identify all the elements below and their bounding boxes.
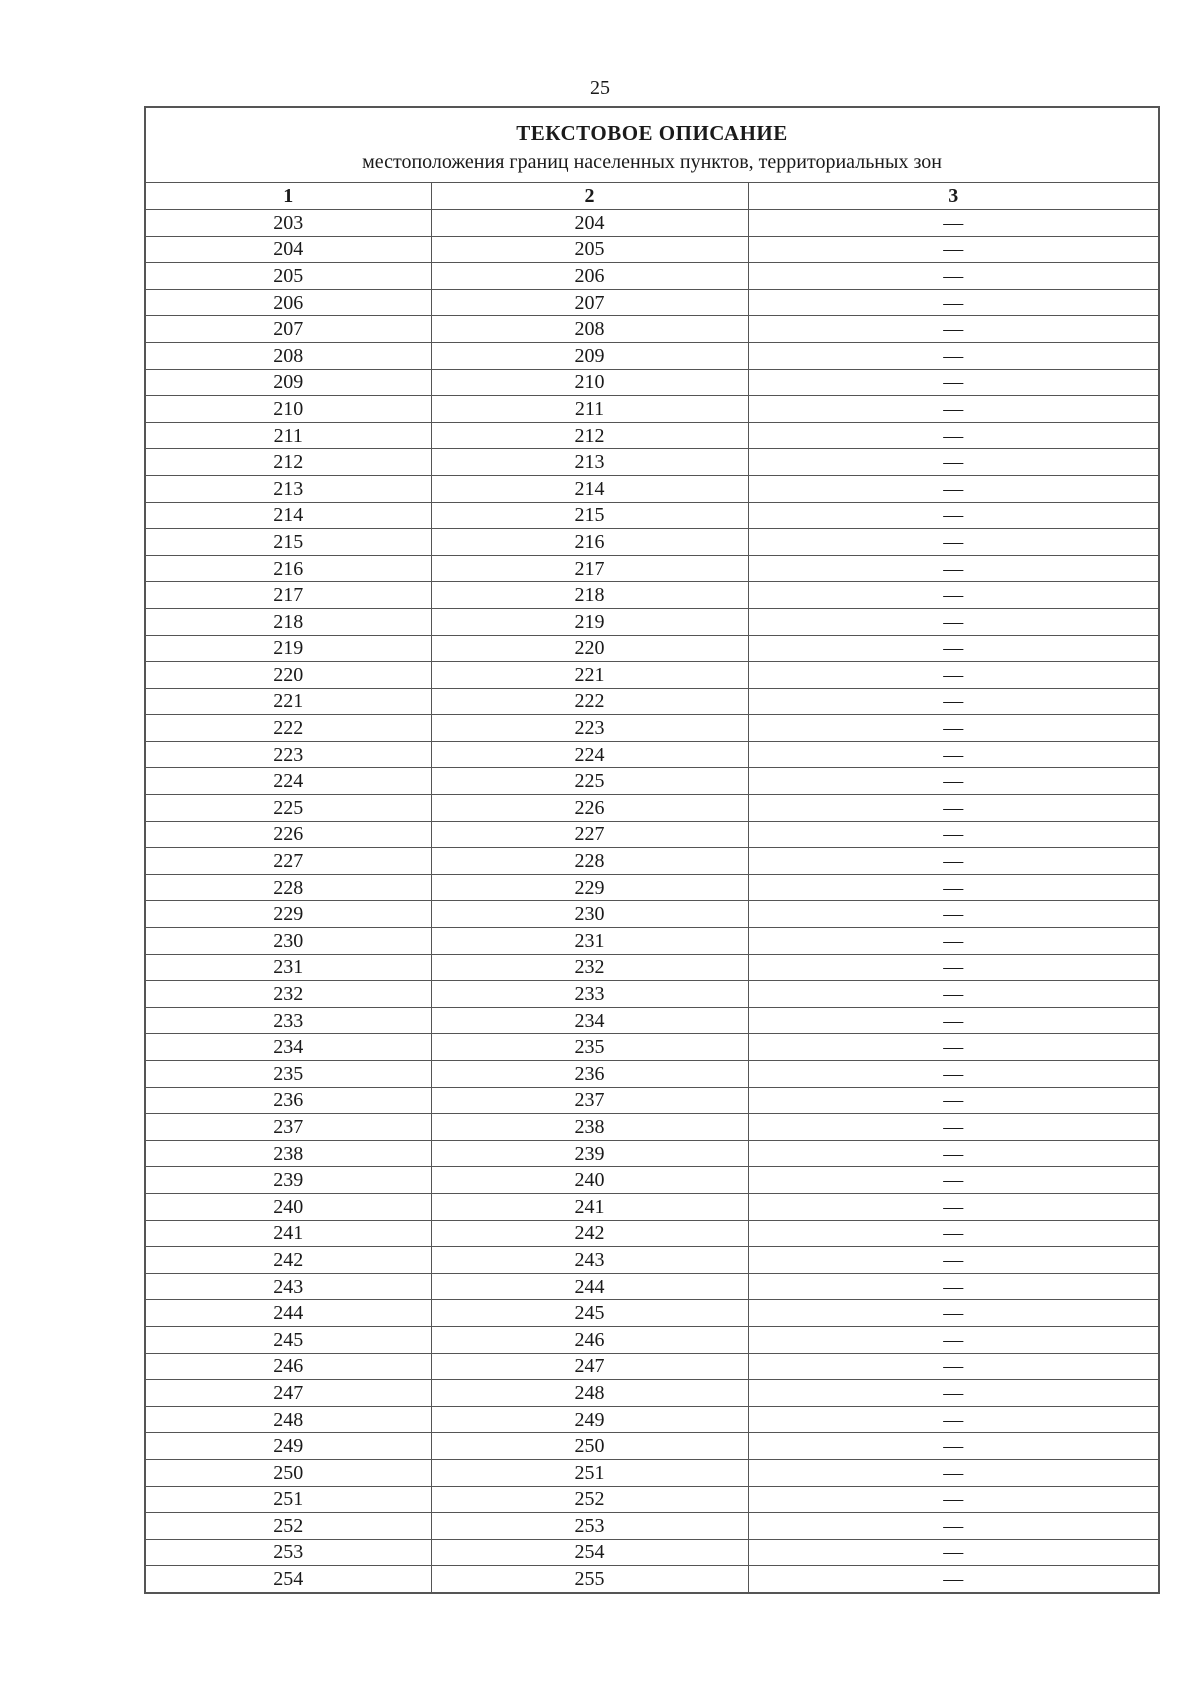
- from-point-cell: 218: [145, 608, 431, 635]
- table-row: [145, 715, 1159, 742]
- table-row: [145, 582, 1159, 609]
- table-row: [145, 874, 1159, 901]
- table-row: [145, 688, 1159, 715]
- table-row: [145, 901, 1159, 928]
- table-row: [145, 1273, 1159, 1300]
- table-row: [145, 529, 1159, 556]
- from-point-cell: 254: [145, 1566, 431, 1593]
- to-point-cell: 211: [431, 396, 748, 423]
- to-point-cell: 214: [431, 475, 748, 502]
- to-point-cell: 235: [431, 1034, 748, 1061]
- from-point-cell: 251: [145, 1486, 431, 1513]
- to-point-cell: 213: [431, 449, 748, 476]
- table-row: [145, 263, 1159, 290]
- to-point-cell: 239: [431, 1140, 748, 1167]
- description-cell: —: [748, 1193, 1159, 1220]
- table-row: [145, 741, 1159, 768]
- to-point-cell: 207: [431, 289, 748, 316]
- description-cell: —: [748, 422, 1159, 449]
- to-point-cell: 253: [431, 1513, 748, 1540]
- description-cell: —: [748, 396, 1159, 423]
- to-point-cell: 240: [431, 1167, 748, 1194]
- to-point-cell: 216: [431, 529, 748, 556]
- to-point-cell: 241: [431, 1193, 748, 1220]
- description-cell: —: [748, 1300, 1159, 1327]
- table-row: [145, 236, 1159, 263]
- description-cell: —: [748, 236, 1159, 263]
- to-point-cell: 237: [431, 1087, 748, 1114]
- from-point-cell: 203: [145, 210, 431, 237]
- description-cell: —: [748, 928, 1159, 955]
- from-point-cell: 228: [145, 874, 431, 901]
- table-row: [145, 1007, 1159, 1034]
- from-point-cell: 215: [145, 529, 431, 556]
- to-point-cell: 243: [431, 1247, 748, 1274]
- table-row: [145, 1326, 1159, 1353]
- description-cell: —: [748, 821, 1159, 848]
- description-cell: —: [748, 1539, 1159, 1566]
- from-point-cell: 220: [145, 662, 431, 689]
- from-point-cell: 212: [145, 449, 431, 476]
- from-point-cell: 204: [145, 236, 431, 263]
- table-row: [145, 1459, 1159, 1486]
- to-point-cell: 217: [431, 555, 748, 582]
- description-cell: —: [748, 316, 1159, 343]
- from-point-cell: 235: [145, 1061, 431, 1088]
- column-header-2: 2: [431, 183, 748, 210]
- description-cell: —: [748, 1380, 1159, 1407]
- to-point-cell: 230: [431, 901, 748, 928]
- from-point-cell: 247: [145, 1380, 431, 1407]
- table-row: [145, 1247, 1159, 1274]
- table-row: [145, 555, 1159, 582]
- from-point-cell: 210: [145, 396, 431, 423]
- to-point-cell: 245: [431, 1300, 748, 1327]
- description-cell: —: [748, 369, 1159, 396]
- description-cell: —: [748, 741, 1159, 768]
- table-row: [145, 768, 1159, 795]
- table-row: [145, 316, 1159, 343]
- column-number-row: [145, 183, 1159, 210]
- from-point-cell: 214: [145, 502, 431, 529]
- to-point-cell: 208: [431, 316, 748, 343]
- from-point-cell: 249: [145, 1433, 431, 1460]
- table-row: [145, 1140, 1159, 1167]
- table-header: [145, 107, 1159, 183]
- table-row: [145, 1353, 1159, 1380]
- to-point-cell: 250: [431, 1433, 748, 1460]
- table-row: [145, 1406, 1159, 1433]
- to-point-cell: 212: [431, 422, 748, 449]
- from-point-cell: 209: [145, 369, 431, 396]
- description-cell: —: [748, 289, 1159, 316]
- from-point-cell: 219: [145, 635, 431, 662]
- table-row: [145, 848, 1159, 875]
- to-point-cell: 209: [431, 342, 748, 369]
- description-cell: —: [748, 1433, 1159, 1460]
- description-cell: —: [748, 502, 1159, 529]
- from-point-cell: 237: [145, 1114, 431, 1141]
- table-row: [145, 1539, 1159, 1566]
- to-point-cell: 223: [431, 715, 748, 742]
- to-point-cell: 254: [431, 1539, 748, 1566]
- from-point-cell: 211: [145, 422, 431, 449]
- from-point-cell: 243: [145, 1273, 431, 1300]
- table-row: [145, 369, 1159, 396]
- from-point-cell: 232: [145, 981, 431, 1008]
- table-row: [145, 449, 1159, 476]
- to-point-cell: 229: [431, 874, 748, 901]
- to-point-cell: 225: [431, 768, 748, 795]
- to-point-cell: 218: [431, 582, 748, 609]
- table-row: [145, 981, 1159, 1008]
- table-row: [145, 1300, 1159, 1327]
- table-row: [145, 928, 1159, 955]
- table-row: [145, 396, 1159, 423]
- from-point-cell: 252: [145, 1513, 431, 1540]
- from-point-cell: 241: [145, 1220, 431, 1247]
- to-point-cell: 206: [431, 263, 748, 290]
- from-point-cell: 206: [145, 289, 431, 316]
- description-cell: —: [748, 848, 1159, 875]
- table-row: [145, 1566, 1159, 1593]
- description-cell: —: [748, 1114, 1159, 1141]
- from-point-cell: 225: [145, 795, 431, 822]
- from-point-cell: 233: [145, 1007, 431, 1034]
- table-row: [145, 1034, 1159, 1061]
- to-point-cell: 251: [431, 1459, 748, 1486]
- from-point-cell: 217: [145, 582, 431, 609]
- table-row: [145, 954, 1159, 981]
- to-point-cell: 244: [431, 1273, 748, 1300]
- column-header-3: 3: [748, 183, 1159, 210]
- from-point-cell: 227: [145, 848, 431, 875]
- to-point-cell: 221: [431, 662, 748, 689]
- to-point-cell: 224: [431, 741, 748, 768]
- to-point-cell: 205: [431, 236, 748, 263]
- table-row: [145, 1380, 1159, 1407]
- table-row: [145, 289, 1159, 316]
- from-point-cell: 239: [145, 1167, 431, 1194]
- to-point-cell: 227: [431, 821, 748, 848]
- to-point-cell: 228: [431, 848, 748, 875]
- description-cell: —: [748, 582, 1159, 609]
- table-body: [145, 210, 1159, 1593]
- description-cell: —: [748, 1326, 1159, 1353]
- table-row: [145, 422, 1159, 449]
- table-row: [145, 608, 1159, 635]
- description-cell: —: [748, 1007, 1159, 1034]
- from-point-cell: 205: [145, 263, 431, 290]
- to-point-cell: 238: [431, 1114, 748, 1141]
- to-point-cell: 222: [431, 688, 748, 715]
- description-cell: —: [748, 529, 1159, 556]
- to-point-cell: 252: [431, 1486, 748, 1513]
- boundary-description-table: [144, 106, 1160, 1594]
- from-point-cell: 229: [145, 901, 431, 928]
- description-cell: —: [748, 1247, 1159, 1274]
- table-row: [145, 795, 1159, 822]
- from-point-cell: 224: [145, 768, 431, 795]
- description-cell: —: [748, 954, 1159, 981]
- description-cell: —: [748, 1034, 1159, 1061]
- from-point-cell: 213: [145, 475, 431, 502]
- from-point-cell: 222: [145, 715, 431, 742]
- to-point-cell: 242: [431, 1220, 748, 1247]
- to-point-cell: 226: [431, 795, 748, 822]
- from-point-cell: 231: [145, 954, 431, 981]
- description-cell: —: [748, 715, 1159, 742]
- table-row: [145, 342, 1159, 369]
- description-cell: —: [748, 555, 1159, 582]
- table-row: [145, 1486, 1159, 1513]
- table-title: ТЕКСТОВОЕ ОПИСАНИЕ: [516, 121, 788, 145]
- to-point-cell: 255: [431, 1566, 748, 1593]
- to-point-cell: 236: [431, 1061, 748, 1088]
- from-point-cell: 246: [145, 1353, 431, 1380]
- from-point-cell: 248: [145, 1406, 431, 1433]
- table-header-row: [145, 107, 1159, 183]
- from-point-cell: 240: [145, 1193, 431, 1220]
- to-point-cell: 249: [431, 1406, 748, 1433]
- table-row: [145, 475, 1159, 502]
- from-point-cell: 244: [145, 1300, 431, 1327]
- to-point-cell: 215: [431, 502, 748, 529]
- description-cell: —: [748, 475, 1159, 502]
- to-point-cell: 220: [431, 635, 748, 662]
- to-point-cell: 204: [431, 210, 748, 237]
- description-cell: —: [748, 1273, 1159, 1300]
- page-number: 25: [590, 77, 610, 99]
- table-row: [145, 502, 1159, 529]
- description-cell: —: [748, 263, 1159, 290]
- to-point-cell: 233: [431, 981, 748, 1008]
- description-cell: —: [748, 688, 1159, 715]
- to-point-cell: 219: [431, 608, 748, 635]
- description-cell: —: [748, 768, 1159, 795]
- from-point-cell: 236: [145, 1087, 431, 1114]
- description-cell: —: [748, 1087, 1159, 1114]
- table-row: [145, 635, 1159, 662]
- description-cell: —: [748, 449, 1159, 476]
- description-cell: —: [748, 1220, 1159, 1247]
- description-cell: —: [748, 210, 1159, 237]
- description-cell: —: [748, 874, 1159, 901]
- description-cell: —: [748, 1513, 1159, 1540]
- description-cell: —: [748, 1167, 1159, 1194]
- to-point-cell: 247: [431, 1353, 748, 1380]
- description-cell: —: [748, 1406, 1159, 1433]
- table-row: [145, 821, 1159, 848]
- table-row: [145, 1513, 1159, 1540]
- from-point-cell: 234: [145, 1034, 431, 1061]
- from-point-cell: 226: [145, 821, 431, 848]
- description-cell: —: [748, 1486, 1159, 1513]
- from-point-cell: 216: [145, 555, 431, 582]
- table-row: [145, 1193, 1159, 1220]
- from-point-cell: 250: [145, 1459, 431, 1486]
- from-point-cell: 207: [145, 316, 431, 343]
- from-point-cell: 242: [145, 1247, 431, 1274]
- description-cell: —: [748, 795, 1159, 822]
- description-cell: —: [748, 1353, 1159, 1380]
- from-point-cell: 238: [145, 1140, 431, 1167]
- from-point-cell: 221: [145, 688, 431, 715]
- description-cell: —: [748, 608, 1159, 635]
- description-cell: —: [748, 635, 1159, 662]
- column-header-1: 1: [145, 183, 431, 210]
- description-cell: —: [748, 901, 1159, 928]
- to-point-cell: 231: [431, 928, 748, 955]
- to-point-cell: 232: [431, 954, 748, 981]
- from-point-cell: 230: [145, 928, 431, 955]
- from-point-cell: 223: [145, 741, 431, 768]
- from-point-cell: 245: [145, 1326, 431, 1353]
- to-point-cell: 246: [431, 1326, 748, 1353]
- description-cell: —: [748, 342, 1159, 369]
- table-row: [145, 1061, 1159, 1088]
- description-cell: —: [748, 981, 1159, 1008]
- to-point-cell: 210: [431, 369, 748, 396]
- table-row: [145, 210, 1159, 237]
- description-cell: —: [748, 1459, 1159, 1486]
- description-cell: —: [748, 1140, 1159, 1167]
- table-row: [145, 1087, 1159, 1114]
- table-row: [145, 1167, 1159, 1194]
- table-row: [145, 1433, 1159, 1460]
- description-cell: —: [748, 1061, 1159, 1088]
- table-row: [145, 1220, 1159, 1247]
- table-subtitle: местоположения границ населенных пунктов, территориальных зон: [362, 151, 942, 173]
- to-point-cell: 248: [431, 1380, 748, 1407]
- table-row: [145, 662, 1159, 689]
- description-cell: —: [748, 662, 1159, 689]
- from-point-cell: 253: [145, 1539, 431, 1566]
- description-cell: —: [748, 1566, 1159, 1593]
- to-point-cell: 234: [431, 1007, 748, 1034]
- table-row: [145, 1114, 1159, 1141]
- from-point-cell: 208: [145, 342, 431, 369]
